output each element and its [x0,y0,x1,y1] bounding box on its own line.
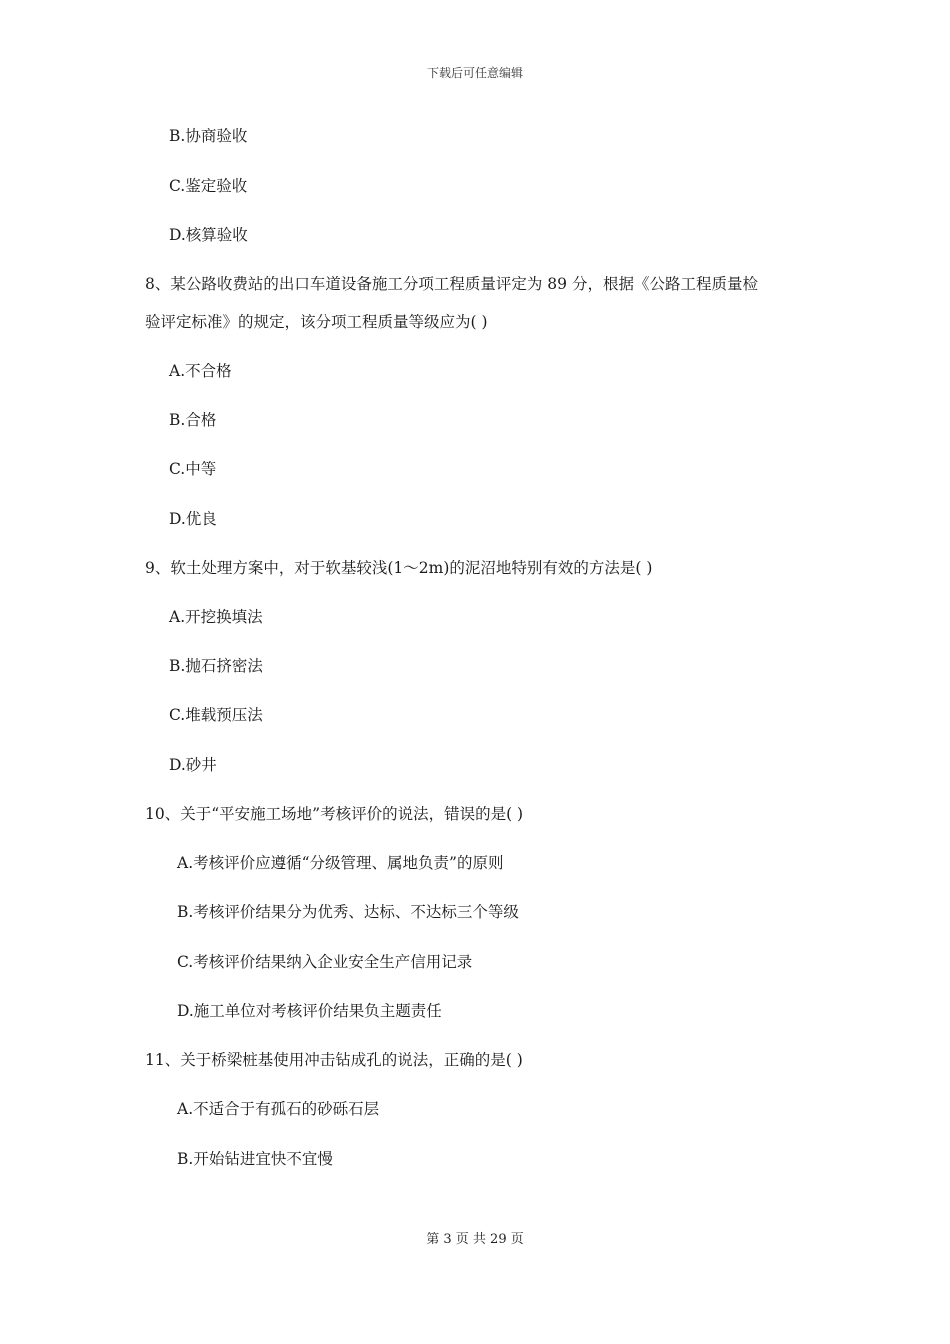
question-10-stem: 10、关于“平安施工场地”考核评价的说法，错误的是( ) [145,805,524,823]
question-8-option-d: D.优良 [169,510,217,528]
question-9-option-d: D.砂井 [169,756,217,774]
question-8-option-b: B.合格 [169,411,217,429]
question-10-option-a: A.考核评价应遵循“分级管理、属地负责”的原则 [177,854,504,872]
question-11-option-a: A.不适合于有孤石的砂砾石层 [177,1100,380,1118]
question-8-option-a: A.不合格 [169,362,232,380]
question-8-option-c: C.中等 [169,460,217,478]
question-9-option-b: B.抛石挤密法 [169,657,263,675]
option-c-prev: C.鉴定验收 [169,177,248,195]
option-d-prev: D.核算验收 [169,226,248,244]
question-8-stem-line1: 8、某公路收费站的出口车道设备施工分项工程质量评定为 89 分，根据《公路工程质量检 [145,275,758,293]
question-8-stem-line2: 验评定标准》的规定，该分项工程质量等级应为( ) [145,313,488,331]
page-footer: 第 3 页 共 29 页 [426,1232,524,1247]
question-9-option-c: C.堆载预压法 [169,706,263,724]
question-10-option-d: D.施工单位对考核评价结果负主题责任 [177,1002,442,1020]
question-11-option-b: B.开始钻进宜快不宜慢 [177,1150,333,1168]
question-10-option-b: B.考核评价结果分为优秀、达标、不达标三个等级 [177,903,519,921]
question-11-stem: 11、关于桥梁桩基使用冲击钻成孔的说法，正确的是( ) [145,1051,523,1069]
header-note: 下载后可任意编辑 [426,66,523,80]
question-9-option-a: A.开挖换填法 [169,608,263,626]
question-10-option-c: C.考核评价结果纳入企业安全生产信用记录 [177,953,473,971]
option-b-prev: B.协商验收 [169,127,248,145]
question-9-stem: 9、软土处理方案中，对于软基较浅(1～2m)的泥沼地特别有效的方法是( ) [145,559,653,577]
